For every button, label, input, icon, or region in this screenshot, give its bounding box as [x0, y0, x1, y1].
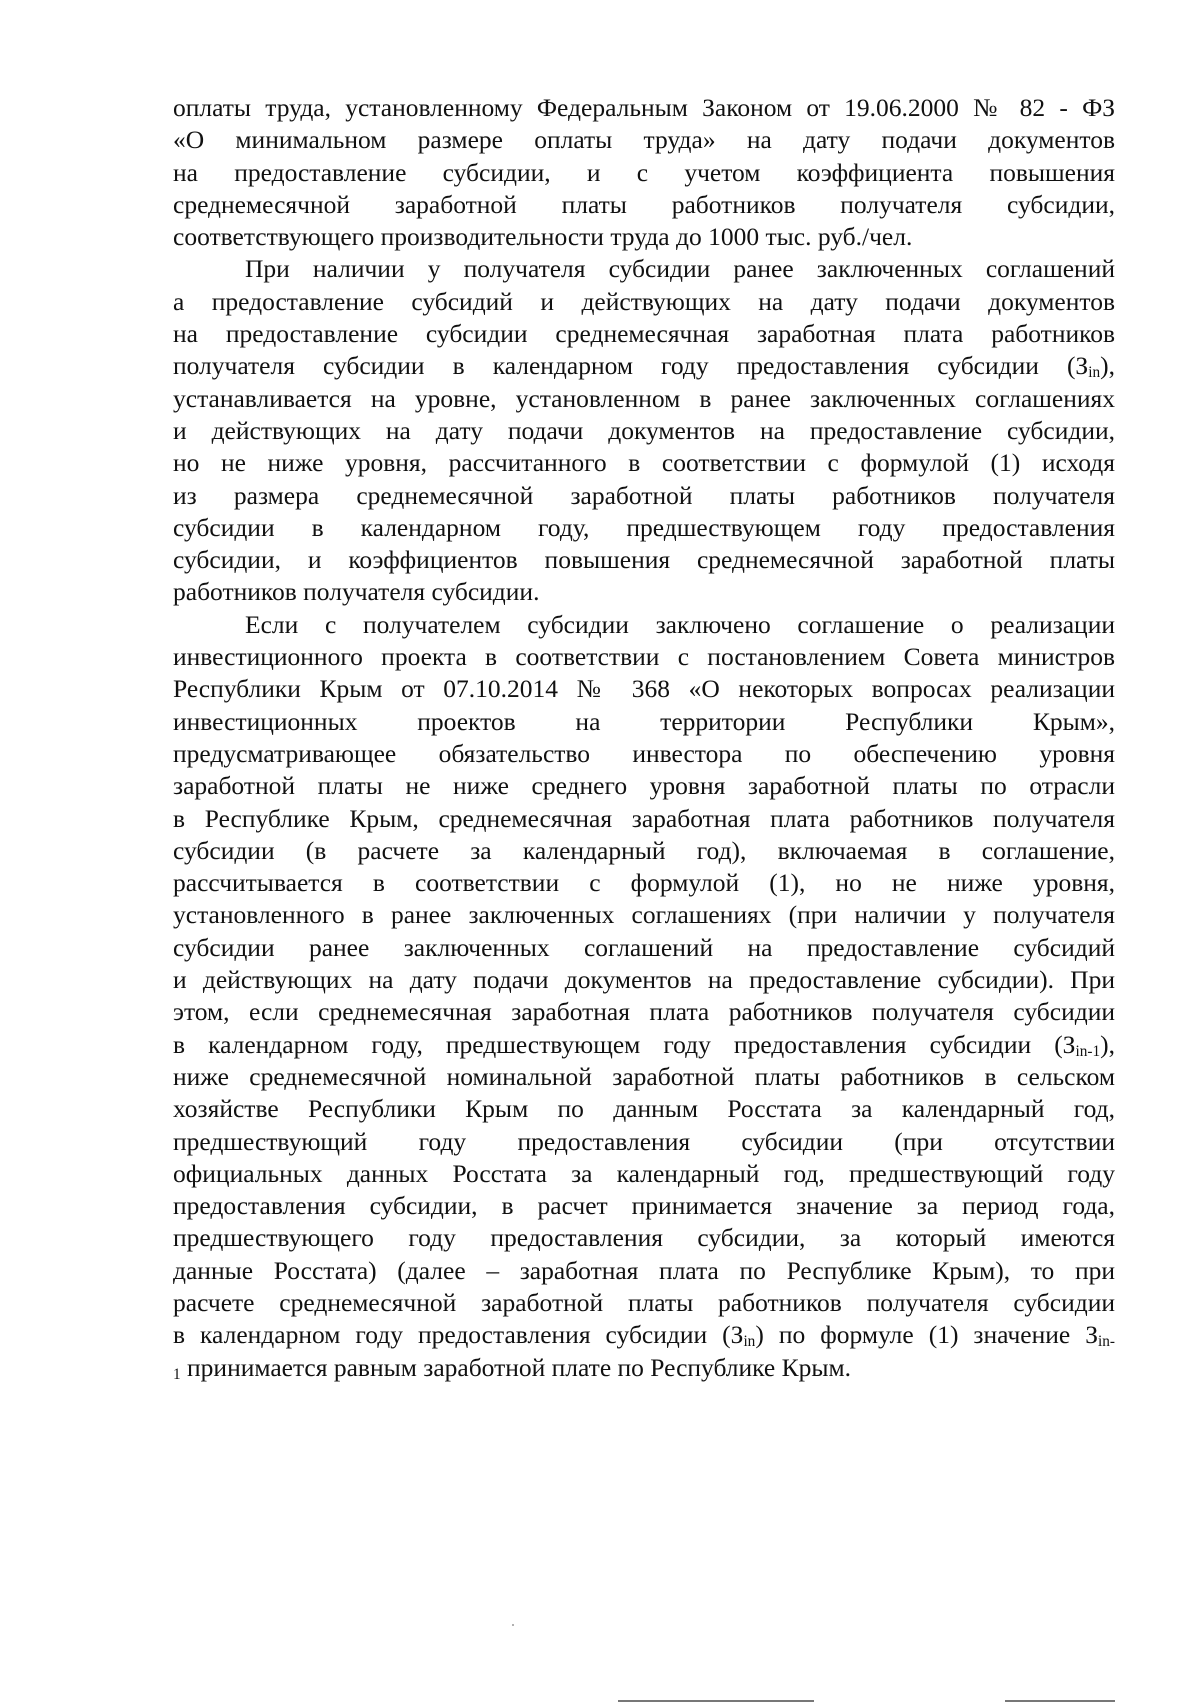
footer-rule	[618, 1700, 814, 1702]
text-line: хозяйстве Республики Крым по данным Росстата за календарный год,	[173, 1094, 1115, 1124]
text-line: субсидии, и коэффициентов повышения среднемесячной заработной платы	[173, 545, 1115, 575]
text-line: предшествующего году предоставления субсидии, за который имеются	[173, 1223, 1115, 1253]
text-line: инвестиционного проекта в соответствии с постановлением Совета министров	[173, 642, 1115, 672]
text-line: При наличии у получателя субсидии ранее заключенных соглашений	[245, 254, 1115, 284]
text-line	[173, 350, 1115, 382]
text-line: официальных данных Росстата за календарный год, предшествующий году	[173, 1158, 1115, 1188]
paragraph-3	[173, 609, 1115, 1384]
text-line: инвестиционных проектов на территории Республики Крым»,	[173, 706, 1115, 736]
text-line: предусматривающее обязательство инвестора по обеспечению уровня	[173, 738, 1115, 768]
subscript: in	[743, 1333, 756, 1351]
text-fragment: ),	[1100, 1029, 1115, 1059]
subscript: 1	[173, 1365, 181, 1383]
scan-speck	[512, 1624, 514, 1626]
subscript: in	[1088, 364, 1101, 382]
subscript: in-1	[1075, 1042, 1101, 1060]
text-line: субсидии (в расчете за календарный год), включаемая в соглашение,	[173, 835, 1115, 865]
text-line	[173, 1029, 1115, 1061]
text-line: Республики Крым от 07.10.2014 № 368 «О некоторых вопросах реализации	[173, 674, 1115, 704]
text-fragment: ) по формуле (1) значение З	[755, 1320, 1098, 1350]
text-line: этом, если среднемесячная заработная плата работников получателя субсидии	[173, 997, 1115, 1027]
text-line: из размера среднемесячной заработной платы работников получателя	[173, 480, 1115, 510]
paragraph-1	[173, 92, 1115, 253]
text-line: предшествующий году предоставления субсидии (при отсутствии	[173, 1126, 1115, 1156]
document-body	[173, 92, 1115, 1384]
text-fragment: в календарном году предоставления субсидии (З	[173, 1320, 744, 1350]
text-line: «О минимальном размере оплаты труда» на дату подачи документов	[173, 125, 1115, 155]
text-line: установленного в ранее заключенных соглашениях (при наличии у получателя	[173, 900, 1115, 930]
text-line: расчете среднемесячной заработной платы работников получателя субсидии	[173, 1287, 1115, 1317]
text-line: среднемесячной заработной платы работников получателя субсидии,	[173, 189, 1115, 219]
text-line	[173, 1319, 1115, 1351]
text-line: работников получателя субсидии.	[173, 577, 540, 607]
text-line: а предоставление субсидий и действующих на дату подачи документов	[173, 286, 1115, 316]
text-fragment: в календарном году, предшествующем году предоставления субсидии (З	[173, 1029, 1076, 1059]
text-line: Если с получателем субсидии заключено соглашение о реализации	[245, 609, 1115, 639]
text-line: субсидии ранее заключенных соглашений на предоставление субсидий	[173, 932, 1115, 962]
text-line: устанавливается на уровне, установленном в ранее заключенных соглашениях	[173, 383, 1115, 413]
text-line: рассчитывается в соответствии с формулой (1), но не ниже уровня,	[173, 868, 1115, 898]
text-line: оплаты труда, установленному Федеральным Законом от 19.06.2000 № 82 - ФЗ	[173, 93, 1115, 122]
text-line: предоставления субсидии, в расчет принимается значение за период года,	[173, 1191, 1115, 1221]
text-line: на предоставление субсидии среднемесячная заработная плата работников	[173, 319, 1115, 349]
text-line	[173, 1352, 1115, 1384]
text-line: на предоставление субсидии, и с учетом коэффициента повышения	[173, 157, 1115, 187]
text-line: данные Росстата) (далее – заработная плата по Республике Крым), то при	[173, 1255, 1115, 1285]
text-fragment: ),	[1100, 351, 1115, 381]
text-line: заработной платы не ниже среднего уровня заработной платы по отрасли	[173, 771, 1115, 801]
text-fragment: принимается равным заработной плате по Республике Крым.	[180, 1352, 852, 1382]
text-line: и действующих на дату подачи документов на предоставление субсидии). При	[173, 965, 1115, 995]
text-line: соответствующего производительности труда до 1000 тыс. руб./чел.	[173, 222, 913, 252]
paragraph-2	[173, 253, 1115, 608]
text-line: в Республике Крым, среднемесячная заработная плата работников получателя	[173, 803, 1115, 833]
text-line: субсидии в календарном году, предшествующем году предоставления	[173, 512, 1115, 542]
subscript: in-	[1098, 1333, 1115, 1351]
text-line: и действующих на дату подачи документов на предоставление субсидии,	[173, 415, 1115, 445]
footer-rule	[1005, 1700, 1115, 1702]
text-line: но не ниже уровня, рассчитанного в соответствии с формулой (1) исходя	[173, 448, 1115, 478]
text-line: ниже среднемесячной номинальной заработной платы работников в сельском	[173, 1061, 1115, 1091]
text-fragment: получателя субсидии в календарном году предоставления субсидии (З	[173, 351, 1089, 381]
